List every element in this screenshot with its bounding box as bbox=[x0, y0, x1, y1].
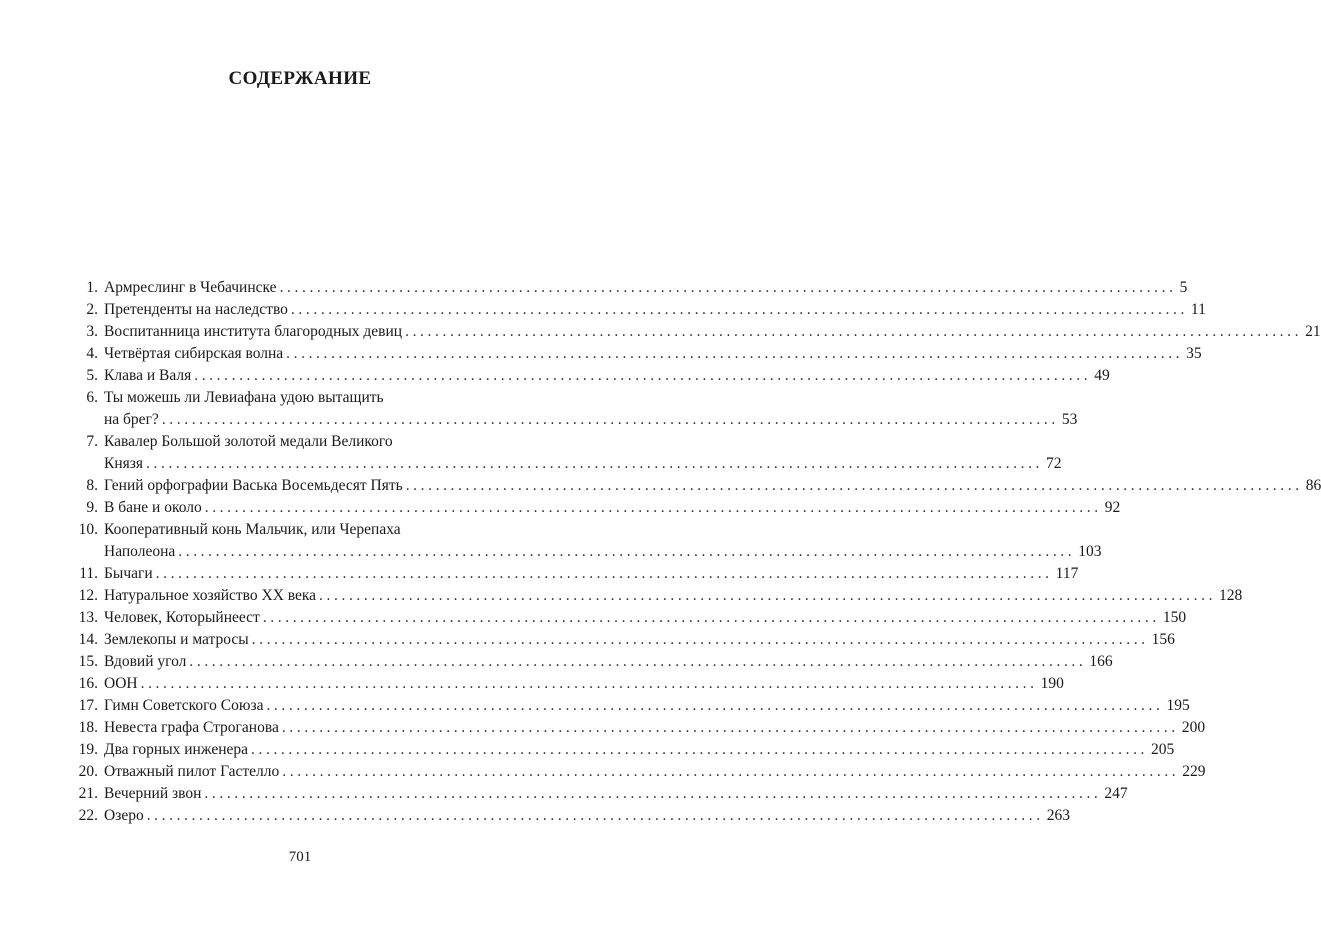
toc-entry-body bbox=[98, 629, 1175, 651]
toc-entry-page: 21 bbox=[1305, 323, 1321, 340]
toc-entry-number: 3. bbox=[86, 323, 98, 340]
toc-entry-number: 13. bbox=[78, 609, 98, 626]
toc-entry bbox=[70, 365, 1110, 387]
toc-entry bbox=[70, 607, 1187, 629]
toc-entry-body bbox=[98, 277, 1188, 299]
toc-entry-page: 263 bbox=[1046, 807, 1070, 824]
toc-entry-body bbox=[98, 717, 1206, 739]
dot-leader: ........................................................................................................................ bbox=[146, 807, 1044, 824]
toc-entry-number: 18. bbox=[78, 719, 98, 736]
toc-entry-body bbox=[98, 673, 1064, 695]
dot-leader: ........................................................................................................................ bbox=[281, 719, 1179, 736]
toc-entry-page: 195 bbox=[1166, 697, 1190, 714]
toc-entry-title: Натуральное хозяйство XX века bbox=[104, 587, 317, 604]
toc-entry-line bbox=[104, 475, 1321, 497]
toc-entry-page: 92 bbox=[1104, 499, 1121, 516]
toc-entry-body bbox=[98, 321, 1321, 343]
toc-entry bbox=[70, 387, 1078, 431]
toc-entry-title: Наполеона bbox=[104, 543, 176, 560]
toc-entry-line bbox=[104, 299, 1206, 321]
dot-leader: ........................................................................................................................ bbox=[251, 741, 1149, 758]
dot-leader: ........................................................................................................................ bbox=[262, 609, 1160, 626]
toc-entry-page: 229 bbox=[1182, 763, 1206, 780]
toc-entry-title: Бычаги bbox=[104, 565, 153, 582]
toc-entry-page: 117 bbox=[1055, 565, 1079, 582]
toc-entry bbox=[70, 761, 1206, 783]
toc-entry bbox=[70, 695, 1190, 717]
dot-leader: ........................................................................................................................ bbox=[286, 345, 1184, 362]
toc-entry-title: Армреслинг в Чебачинске bbox=[104, 279, 277, 296]
toc-entry-line bbox=[104, 717, 1206, 739]
dot-leader: ........................................................................................................................ bbox=[161, 411, 1059, 428]
toc-entry-body bbox=[98, 585, 1243, 607]
toc-entry-title: Клава и Валя bbox=[104, 367, 192, 384]
toc-entry-number: 4. bbox=[86, 345, 98, 362]
dot-leader: ........................................................................................................................ bbox=[204, 499, 1102, 516]
toc-entry-number: 20. bbox=[78, 763, 98, 780]
toc-entry bbox=[70, 783, 1128, 805]
toc-entry-number: 19. bbox=[78, 741, 98, 758]
toc-entry-line bbox=[104, 277, 1188, 299]
toc-entry-title: на брег? bbox=[104, 411, 159, 428]
toc-entry-number: 9. bbox=[86, 499, 98, 516]
toc-entry-number: 6. bbox=[86, 389, 98, 406]
toc-entry-page: 49 bbox=[1094, 367, 1110, 384]
toc-entry-page: 247 bbox=[1104, 785, 1128, 802]
page-title: СОДЕРЖАНИЕ bbox=[228, 68, 372, 89]
dot-leader: ........................................................................................................................ bbox=[319, 587, 1217, 604]
toc-entry bbox=[70, 299, 1206, 321]
toc-entry bbox=[70, 629, 1175, 651]
toc-entry-number: 16. bbox=[78, 675, 98, 692]
toc-entry-body bbox=[98, 783, 1128, 805]
toc-entry-line bbox=[104, 387, 497, 409]
toc-entry-title: Вечерний звон bbox=[104, 785, 202, 802]
toc-entry bbox=[70, 585, 1243, 607]
toc-entry-body bbox=[98, 805, 1070, 827]
toc-entry-page: 190 bbox=[1040, 675, 1064, 692]
toc-entry bbox=[70, 475, 1321, 497]
toc-entry-page: 35 bbox=[1186, 345, 1202, 362]
toc-entry bbox=[70, 673, 1064, 695]
toc-entry-line bbox=[104, 739, 1175, 761]
toc-entry-body bbox=[98, 651, 1113, 673]
dot-leader: ........................................................................................................................ bbox=[282, 763, 1180, 780]
toc-entry-page: 205 bbox=[1151, 741, 1175, 758]
toc-entry-number: 21. bbox=[78, 785, 98, 802]
toc-entry bbox=[70, 563, 1079, 585]
toc-entry-page: 103 bbox=[1078, 543, 1102, 560]
table-of-contents bbox=[70, 277, 1321, 827]
toc-entry-line bbox=[104, 695, 1190, 717]
dot-leader: ........................................................................................................................ bbox=[279, 279, 1177, 296]
toc-entry-line bbox=[104, 519, 497, 541]
dot-leader: ........................................................................................................................ bbox=[405, 477, 1303, 494]
toc-entry-number: 10. bbox=[78, 521, 98, 538]
toc-entry-body bbox=[98, 607, 1187, 629]
toc-entry-line bbox=[104, 805, 1070, 827]
toc-entry-line bbox=[104, 563, 1079, 585]
toc-entry-page: 128 bbox=[1219, 587, 1243, 604]
dot-leader: ........................................................................................................................ bbox=[189, 653, 1087, 670]
dot-leader: ........................................................................................................................ bbox=[178, 543, 1076, 560]
toc-entry-line bbox=[104, 585, 1243, 607]
toc-entry bbox=[70, 321, 1321, 343]
toc-entry-line bbox=[104, 673, 1064, 695]
toc-entry-line bbox=[104, 321, 1321, 343]
toc-entry-title: Кооперативный конь Мальчик, или Черепаха bbox=[104, 521, 401, 538]
toc-entry-number: 5. bbox=[86, 367, 98, 384]
toc-entry-page: 150 bbox=[1162, 609, 1187, 626]
toc-entry-number: 12. bbox=[78, 587, 98, 604]
toc-entry-title: Невеста графа Строганова bbox=[104, 719, 279, 736]
toc-entry-line bbox=[104, 607, 1187, 629]
toc-entry-line bbox=[104, 541, 1102, 563]
toc-entry-title: Гимн Советского Союза bbox=[104, 697, 264, 714]
dot-leader: ........................................................................................................................ bbox=[251, 631, 1149, 648]
toc-entry-title: Озеро bbox=[104, 807, 144, 824]
toc-entry-page: 72 bbox=[1046, 455, 1062, 472]
toc-entry-body bbox=[98, 299, 1206, 321]
toc-entry-title: В бане и около bbox=[104, 499, 202, 516]
toc-entry-line bbox=[104, 761, 1206, 783]
toc-entry-line bbox=[104, 497, 1121, 519]
toc-entry-title: Человек, Которыйнеест bbox=[104, 609, 260, 626]
toc-entry bbox=[70, 651, 1113, 673]
toc-entry-number: 2. bbox=[86, 301, 98, 318]
toc-entry-page: 53 bbox=[1061, 411, 1078, 428]
toc-entry bbox=[70, 717, 1206, 739]
toc-entry-page: 156 bbox=[1151, 631, 1175, 648]
toc-entry-body bbox=[98, 497, 1121, 519]
toc-entry-title: Четвёртая сибирская волна bbox=[104, 345, 284, 362]
toc-entry-title: Ты можешь ли Левиафана удою вытащить bbox=[104, 389, 384, 406]
dot-leader: ........................................................................................................................ bbox=[194, 367, 1092, 384]
toc-entry-number: 11. bbox=[79, 565, 98, 582]
toc-entry-title: Князя bbox=[104, 455, 144, 472]
toc-entry-line bbox=[104, 783, 1128, 805]
toc-entry-page: 11 bbox=[1190, 301, 1206, 318]
toc-entry bbox=[70, 343, 1202, 365]
toc-entry-title: Гений орфографии Васька Восемьдесят Пять bbox=[104, 477, 403, 494]
toc-entry bbox=[70, 805, 1070, 827]
toc-entry-line bbox=[104, 651, 1113, 673]
dot-leader: ........................................................................................................................ bbox=[204, 785, 1102, 802]
toc-entry-page: 166 bbox=[1089, 653, 1113, 670]
toc-entry bbox=[70, 277, 1188, 299]
toc-entry-body bbox=[98, 431, 1062, 475]
dot-leader: ........................................................................................................................ bbox=[266, 697, 1164, 714]
toc-entry-body bbox=[98, 761, 1206, 783]
toc-entry-number: 17. bbox=[78, 697, 98, 714]
toc-entry-body bbox=[98, 695, 1190, 717]
toc-entry-line bbox=[104, 343, 1202, 365]
dot-leader: ........................................................................................................................ bbox=[290, 301, 1188, 318]
toc-entry-body bbox=[98, 739, 1175, 761]
page-number: 701 bbox=[288, 849, 312, 865]
toc-entry-number: 15. bbox=[78, 653, 98, 670]
toc-entry-line bbox=[104, 629, 1175, 651]
dot-leader: ........................................................................................................................ bbox=[405, 323, 1303, 340]
toc-entry-title: Землекопы и матросы bbox=[104, 631, 249, 648]
toc-entry-line bbox=[104, 365, 1110, 387]
toc-entry bbox=[70, 431, 1062, 475]
toc-entry-title: ООН bbox=[104, 675, 138, 692]
toc-entry-body bbox=[98, 365, 1110, 387]
toc-entry-number: 1. bbox=[86, 279, 98, 296]
toc-entry-body bbox=[98, 475, 1321, 497]
toc-entry-title: Воспитанница института благородных девиц bbox=[104, 323, 403, 340]
dot-leader: ........................................................................................................................ bbox=[146, 455, 1044, 472]
toc-entry bbox=[70, 497, 1121, 519]
dot-leader: ........................................................................................................................ bbox=[140, 675, 1038, 692]
toc-entry-number: 14. bbox=[78, 631, 98, 648]
toc-entry-line bbox=[104, 409, 1078, 431]
dot-leader: ........................................................................................................................ bbox=[155, 565, 1053, 582]
toc-entry-body bbox=[98, 519, 1102, 563]
toc-entry-body bbox=[98, 563, 1079, 585]
toc-entry-title: Вдовий угол bbox=[104, 653, 187, 670]
toc-entry-line bbox=[104, 431, 497, 453]
toc-entry-title: Кавалер Большой золотой медали Великого bbox=[104, 433, 393, 450]
toc-entry-page: 5 bbox=[1179, 279, 1188, 296]
toc-entry-body bbox=[98, 343, 1202, 365]
toc-entry-page: 86 bbox=[1305, 477, 1321, 494]
toc-entry-page: 200 bbox=[1181, 719, 1206, 736]
toc-entry-number: 7. bbox=[86, 433, 98, 450]
toc-entry-number: 8. bbox=[86, 477, 98, 494]
toc-entry-title: Отважный пилот Гастелло bbox=[104, 763, 280, 780]
toc-entry-title: Два горных инженера bbox=[104, 741, 249, 758]
toc-entry-title: Претенденты на наследство bbox=[104, 301, 288, 318]
toc-entry-body bbox=[98, 387, 1078, 431]
toc-entry-line bbox=[104, 453, 1062, 475]
toc-entry bbox=[70, 739, 1175, 761]
toc-entry-number: 22. bbox=[78, 807, 98, 824]
toc-entry bbox=[70, 519, 1102, 563]
